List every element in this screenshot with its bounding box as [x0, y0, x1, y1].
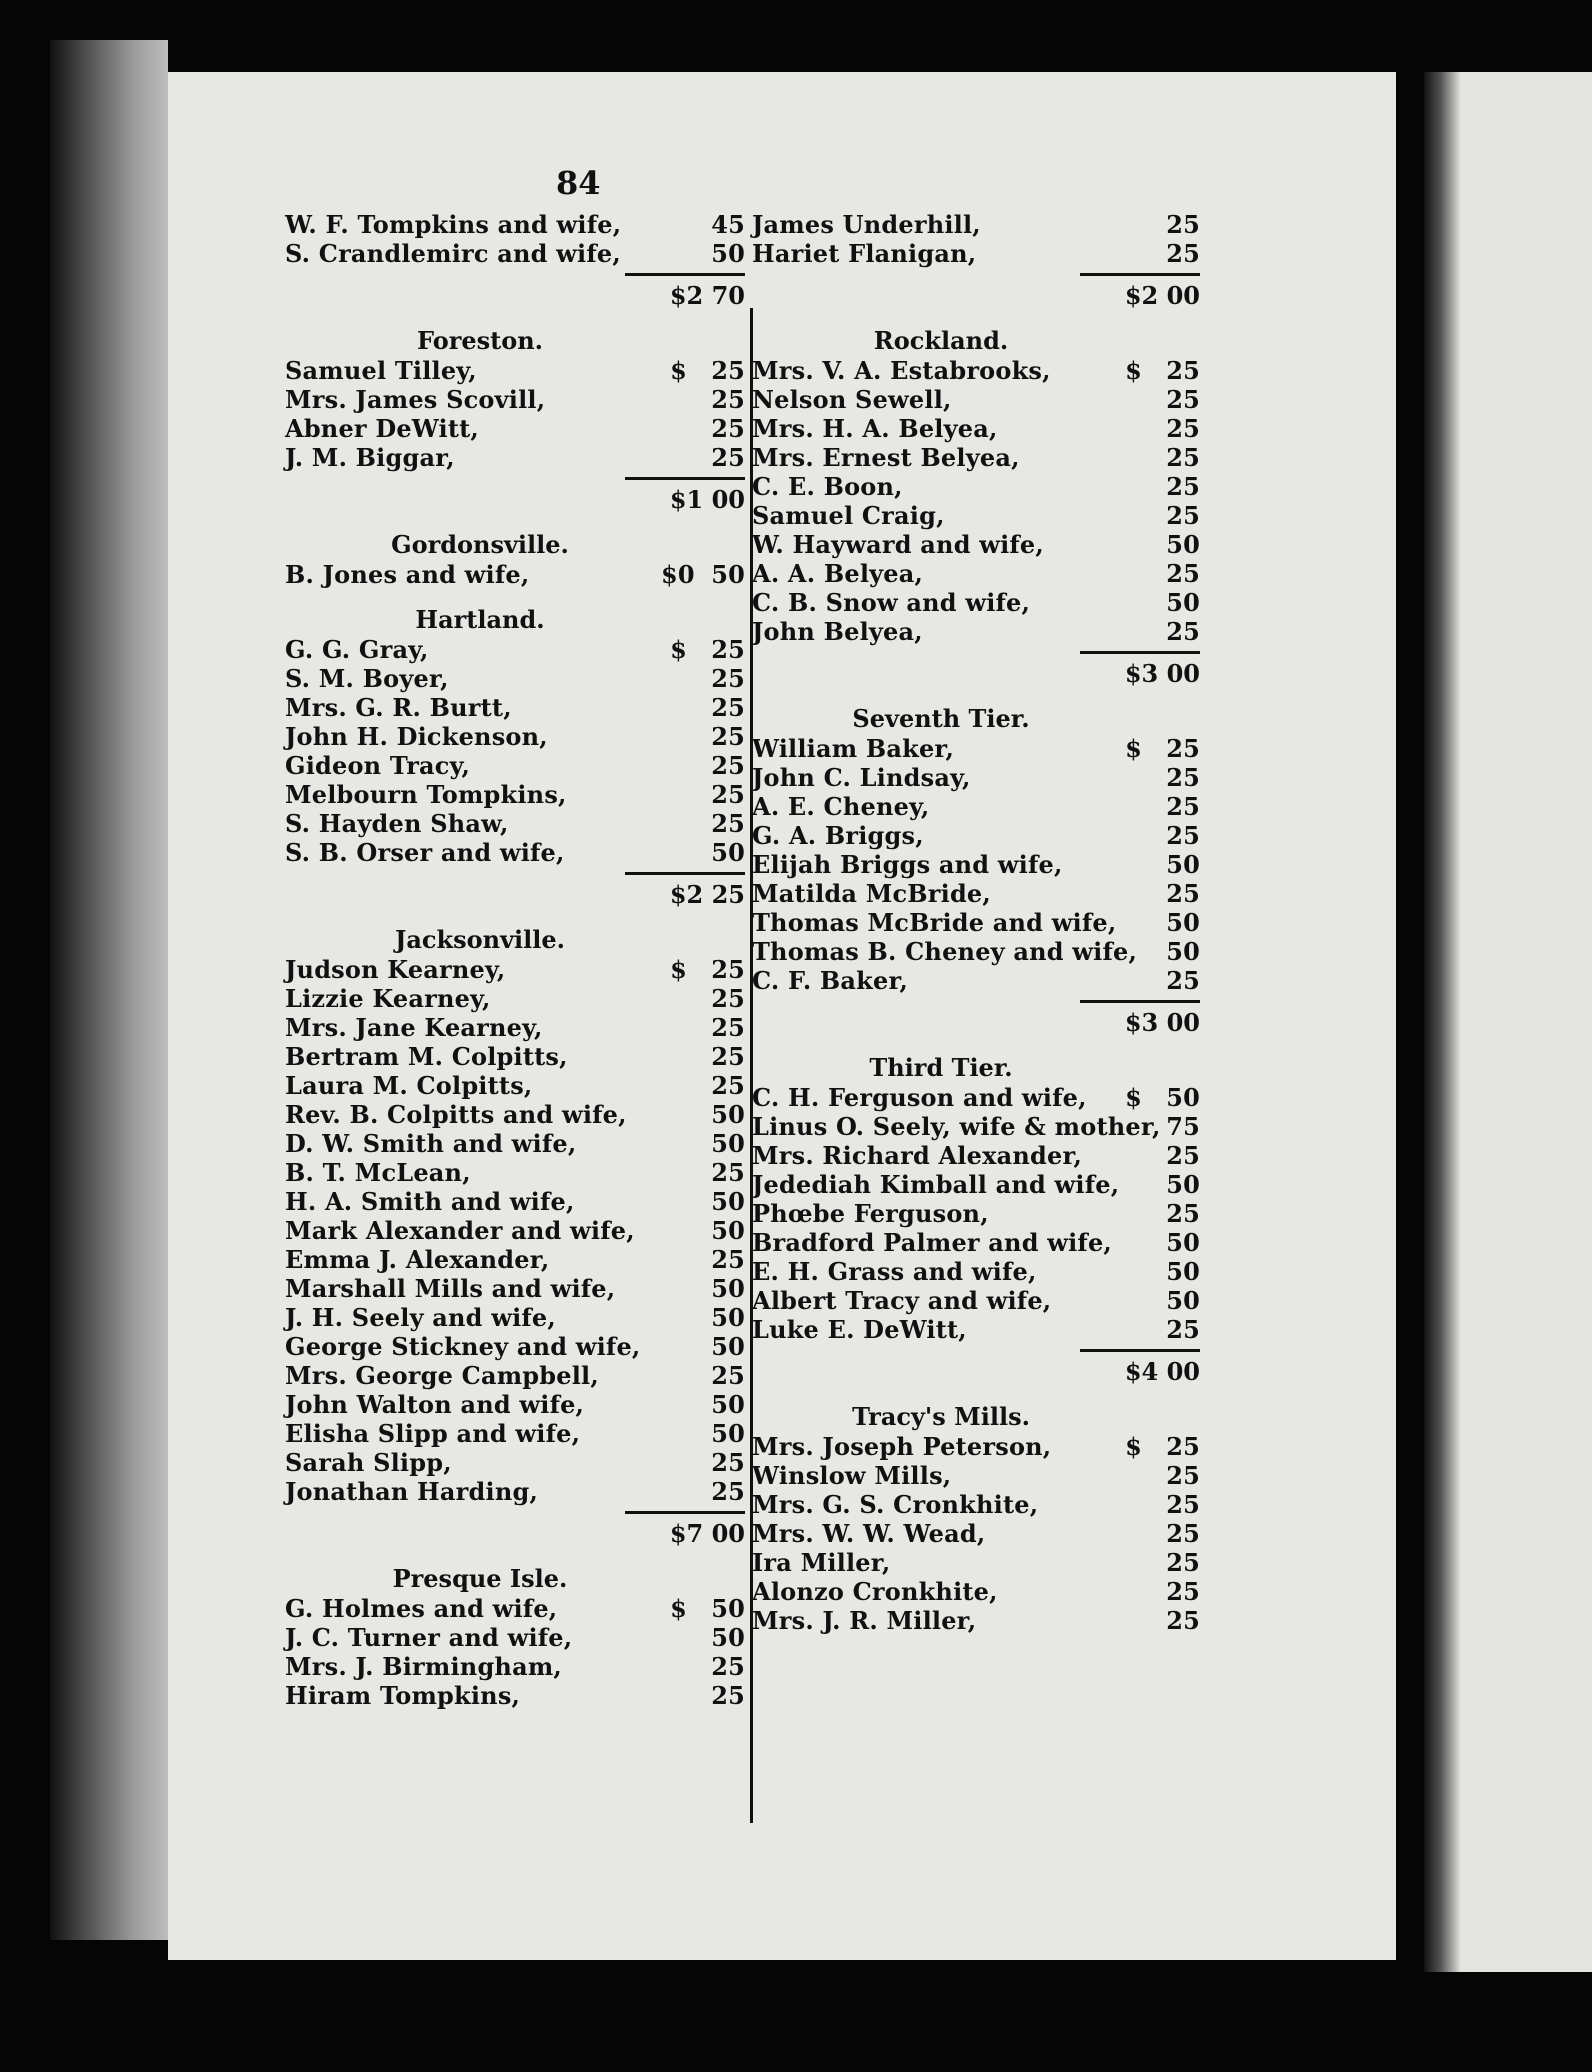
subscriber-row [285, 560, 745, 589]
subscription-amount: 50 [711, 1419, 745, 1448]
subscriber-row [752, 879, 1200, 908]
subscriber-name: G. G. Gray, [285, 635, 429, 664]
subscriber-name: Mrs. Ernest Belyea, [752, 443, 1020, 472]
subscription-amount: 25 [1166, 617, 1200, 646]
subscriber-name: Mrs. G. S. Cronkhite, [752, 1490, 1039, 1519]
subscriber-row [752, 559, 1200, 588]
subscription-amount: 25 [711, 984, 745, 1013]
section-spacer [285, 514, 745, 530]
subscriber-row [752, 1548, 1200, 1577]
subscriber-name: Albert Tracy and wife, [752, 1286, 1052, 1315]
subscription-amount: 25 [711, 1158, 745, 1187]
subscription-amount: 25 [711, 443, 745, 472]
subscriber-name: A. E. Cheney, [752, 792, 930, 821]
subscriber-row [752, 850, 1200, 879]
subscriber-name: J. H. Seely and wife, [285, 1303, 556, 1332]
section-heading: Third Tier. [869, 1053, 1013, 1082]
subscriber-row [285, 210, 745, 239]
subscriber-row [285, 1187, 745, 1216]
subscriber-row [285, 414, 745, 443]
subscriber-name: B. T. McLean, [285, 1158, 471, 1187]
subscription-amount: 25 [711, 635, 745, 664]
subscriber-name: C. H. Ferguson and wife, [752, 1083, 1087, 1112]
subscription-amount: 25 [1166, 414, 1200, 443]
subscriber-row [285, 838, 745, 867]
subscriber-name: Alonzo Cronkhite, [752, 1577, 998, 1606]
section-total-amount: $3 00 [1080, 651, 1200, 688]
subscriber-row [285, 1303, 745, 1332]
subscription-amount: 25 [1166, 879, 1200, 908]
subscriber-name: Hariet Flanigan, [752, 239, 977, 268]
subscription-amount: 25 [711, 751, 745, 780]
subscriber-name: John Belyea, [752, 617, 923, 646]
subscriber-name: Matilda McBride, [752, 879, 991, 908]
subscription-amount: 75 [1166, 1112, 1200, 1141]
subscription-amount: 25 [1166, 763, 1200, 792]
section-heading: Gordonsville. [391, 530, 569, 559]
section-heading: Hartland. [415, 605, 545, 634]
subscriber-name: Mrs. Richard Alexander, [752, 1141, 1083, 1170]
subscriber-name: Mrs. G. R. Burtt, [285, 693, 512, 722]
dollar-mark: $0 [661, 560, 695, 589]
subscriber-name: Lizzie Kearney, [285, 984, 491, 1013]
subscription-amount: 25 [711, 1681, 745, 1710]
subscriber-name: Phœbe Ferguson, [752, 1199, 989, 1228]
subscription-amount: 25 [711, 1477, 745, 1506]
subscriber-row [752, 908, 1200, 937]
page-number: 84 [556, 164, 601, 202]
subscriber-name: C. F. Baker, [752, 966, 909, 995]
subscriber-row [285, 1594, 745, 1623]
subscriber-name: Mrs. James Scovill, [285, 385, 546, 414]
section-total [752, 268, 1200, 310]
subscriber-name: G. Holmes and wife, [285, 1594, 558, 1623]
dollar-mark: $ [1125, 734, 1142, 763]
subscriber-name: Thomas B. Cheney and wife, [752, 937, 1138, 966]
subscriber-row [285, 664, 745, 693]
subscriber-name: W. Hayward and wife, [752, 530, 1044, 559]
subscriber-name: Samuel Craig, [752, 501, 945, 530]
section-spacer [752, 688, 1200, 704]
subscriber-row [752, 472, 1200, 501]
subscription-amount: 50 [711, 1623, 745, 1652]
subscriber-name: Thomas McBride and wife, [752, 908, 1117, 937]
subscriber-row [285, 780, 745, 809]
section-heading: Seventh Tier. [852, 704, 1030, 733]
subscription-amount: 25 [1166, 501, 1200, 530]
subscriber-name: S. Hayden Shaw, [285, 809, 509, 838]
subscriber-name: H. A. Smith and wife, [285, 1187, 575, 1216]
subscription-amount: 25 [1166, 1490, 1200, 1519]
section-total-amount: $4 00 [1080, 1349, 1200, 1386]
subscriber-name: Judson Kearney, [285, 955, 506, 984]
subscriber-name: Hiram Tompkins, [285, 1681, 521, 1710]
subscriber-row [285, 1652, 745, 1681]
subscription-amount: 50 [711, 1303, 745, 1332]
subscription-amount: 50 [711, 1390, 745, 1419]
subscriber-name: Samuel Tilley, [285, 356, 477, 385]
subscription-amount: 50 [711, 1332, 745, 1361]
subscriber-row [752, 1490, 1200, 1519]
subscriber-row [752, 1286, 1200, 1315]
subscription-amount: 25 [1166, 559, 1200, 588]
subscriber-row [752, 1606, 1200, 1635]
subscription-amount: 50 [711, 560, 745, 589]
subscriber-row [752, 1228, 1200, 1257]
subscriber-row [285, 1100, 745, 1129]
subscription-amount: 50 [711, 1274, 745, 1303]
subscriber-row [285, 1419, 745, 1448]
section-spacer [752, 1386, 1200, 1402]
subscriber-row [752, 1461, 1200, 1490]
subscriber-name: George Stickney and wife, [285, 1332, 641, 1361]
subscriber-name: Mrs. V. A. Estabrooks, [752, 356, 1051, 385]
subscriber-row [752, 1112, 1200, 1141]
subscriber-name: W. F. Tompkins and wife, [285, 210, 622, 239]
subscription-amount: 50 [1166, 1257, 1200, 1286]
left-column [285, 210, 745, 1710]
subscriber-name: Jedediah Kimball and wife, [752, 1170, 1120, 1199]
section-heading: Rockland. [873, 326, 1009, 355]
subscriber-name: John H. Dickenson, [285, 722, 548, 751]
subscription-amount: 25 [711, 1042, 745, 1071]
subscriber-name: G. A. Briggs, [752, 821, 924, 850]
subscriber-row [752, 356, 1200, 385]
subscriber-name: Sarah Slipp, [285, 1448, 452, 1477]
subscription-amount: 25 [711, 1652, 745, 1681]
subscriber-name: S. Crandlemirc and wife, [285, 239, 621, 268]
dollar-mark: $ [670, 356, 687, 385]
subscription-amount: 25 [1166, 239, 1200, 268]
subscriber-row [285, 693, 745, 722]
section-spacer [285, 909, 745, 925]
subscriber-row [285, 443, 745, 472]
subscription-amount: 25 [711, 1245, 745, 1274]
subscription-amount: 25 [711, 1448, 745, 1477]
subscriber-name: Abner DeWitt, [285, 414, 479, 443]
subscriber-name: Emma J. Alexander, [285, 1245, 550, 1274]
section-total [752, 995, 1200, 1037]
subscriber-name: J. C. Turner and wife, [285, 1623, 573, 1652]
subscriber-row [752, 1257, 1200, 1286]
subscriber-name: John C. Lindsay, [752, 763, 971, 792]
subscription-amount: 25 [711, 1013, 745, 1042]
subscription-amount: 50 [711, 1216, 745, 1245]
subscriber-row [285, 1042, 745, 1071]
subscription-amount: 25 [711, 1361, 745, 1390]
section-total [285, 1506, 745, 1548]
section-heading: Jacksonville. [394, 925, 566, 954]
section-total-amount: $1 00 [625, 477, 745, 514]
subscription-amount: 50 [1166, 850, 1200, 879]
subscriber-row [752, 1199, 1200, 1228]
dollar-mark: $ [670, 955, 687, 984]
section-heading: Tracy's Mills. [852, 1402, 1030, 1431]
subscription-amount: 50 [711, 1129, 745, 1158]
subscriber-row [285, 1129, 745, 1158]
subscriber-row [752, 734, 1200, 763]
section-heading: Presque Isle. [392, 1564, 568, 1593]
dollar-mark: $ [1125, 356, 1142, 385]
subscriber-name: E. H. Grass and wife, [752, 1257, 1037, 1286]
subscriber-name: Gideon Tracy, [285, 751, 471, 780]
subscriber-row [752, 443, 1200, 472]
subscriber-row [285, 1448, 745, 1477]
book-spine-edge [50, 40, 168, 1940]
subscriber-row [285, 1245, 745, 1274]
subscription-amount: 50 [1166, 530, 1200, 559]
dollar-mark: $ [1125, 1432, 1142, 1461]
subscriber-row [752, 501, 1200, 530]
section-total-amount: $2 70 [625, 273, 745, 310]
subscriber-name: Elijah Briggs and wife, [752, 850, 1063, 879]
subscriber-row [285, 635, 745, 664]
subscription-amount: 45 [711, 210, 745, 239]
subscriber-name: John Walton and wife, [285, 1390, 585, 1419]
subscriber-row [285, 1332, 745, 1361]
subscription-amount: 25 [711, 356, 745, 385]
subscriber-row [285, 809, 745, 838]
subscription-amount: 25 [711, 414, 745, 443]
subscriber-name: Rev. B. Colpitts and wife, [285, 1100, 627, 1129]
subscriber-row [752, 1083, 1200, 1112]
subscription-amount: 50 [1166, 1170, 1200, 1199]
subscriber-name: Laura M. Colpitts, [285, 1071, 533, 1100]
subscription-amount: 50 [711, 239, 745, 268]
section-spacer [285, 589, 745, 605]
subscriber-name: Melbourn Tompkins, [285, 780, 567, 809]
dollar-mark: $ [1125, 1083, 1142, 1112]
subscriber-name: C. E. Boon, [752, 472, 903, 501]
subscriber-name: Linus O. Seely, wife & mother, [752, 1112, 1161, 1141]
subscriber-row [285, 1216, 745, 1245]
subscription-amount: 50 [1166, 1083, 1200, 1112]
subscription-amount: 50 [1166, 1286, 1200, 1315]
subscriber-name: Marshall Mills and wife, [285, 1274, 616, 1303]
section-total-amount: $2 25 [625, 872, 745, 909]
subscriber-row [752, 210, 1200, 239]
subscription-amount: 25 [1166, 821, 1200, 850]
subscription-amount: 25 [711, 1071, 745, 1100]
subscription-amount: 25 [1166, 472, 1200, 501]
subscriber-row [285, 385, 745, 414]
subscriber-row [752, 1315, 1200, 1344]
subscriber-row [285, 1623, 745, 1652]
section-total [285, 867, 745, 909]
subscriber-name: Elisha Slipp and wife, [285, 1419, 581, 1448]
subscription-amount: 25 [1166, 1606, 1200, 1635]
subscriber-name: James Underhill, [752, 210, 981, 239]
subscription-amount: 25 [1166, 966, 1200, 995]
section-total [752, 1344, 1200, 1386]
subscription-amount: 50 [711, 1187, 745, 1216]
facing-page-edge [1424, 72, 1592, 1972]
subscriber-name: C. B. Snow and wife, [752, 588, 1031, 617]
subscription-amount: 50 [1166, 588, 1200, 617]
subscription-amount: 25 [1166, 1199, 1200, 1228]
subscriber-row [285, 239, 745, 268]
subscriber-row [752, 1170, 1200, 1199]
subscription-amount: 50 [711, 1100, 745, 1129]
section-total [285, 472, 745, 514]
subscriber-row [285, 1274, 745, 1303]
subscriber-row [752, 385, 1200, 414]
subscription-amount: 25 [1166, 1315, 1200, 1344]
section-total-amount: $7 00 [625, 1511, 745, 1548]
dollar-mark: $ [670, 1594, 687, 1623]
subscription-amount: 25 [1166, 734, 1200, 763]
subscriber-name: Mrs. Joseph Peterson, [752, 1432, 1052, 1461]
subscriber-row [752, 1519, 1200, 1548]
section-spacer [285, 310, 745, 326]
subscription-amount: 50 [1166, 908, 1200, 937]
subscriber-row [285, 1071, 745, 1100]
subscriber-name: Mrs. H. A. Belyea, [752, 414, 998, 443]
subscriber-name: Ira Miller, [752, 1548, 891, 1577]
section-total-amount: $2 00 [1080, 273, 1200, 310]
subscriber-name: Mrs. Jane Kearney, [285, 1013, 543, 1042]
subscription-amount: 50 [1166, 937, 1200, 966]
subscription-amount: 25 [1166, 1519, 1200, 1548]
subscriber-row [285, 1013, 745, 1042]
subscriber-row [752, 414, 1200, 443]
subscription-amount: 25 [1166, 1141, 1200, 1170]
subscription-amount: 25 [1166, 1432, 1200, 1461]
subscription-amount: 25 [1166, 1461, 1200, 1490]
subscriber-row [752, 1432, 1200, 1461]
subscriber-row [752, 588, 1200, 617]
subscription-amount: 25 [1166, 210, 1200, 239]
subscriber-row [752, 1577, 1200, 1606]
subscription-amount: 50 [711, 838, 745, 867]
right-column [752, 210, 1200, 1635]
subscription-amount: 50 [1166, 1228, 1200, 1257]
subscriber-row [285, 1158, 745, 1187]
subscriber-row [285, 356, 745, 385]
subscription-amount: 50 [711, 1594, 745, 1623]
subscriber-row [752, 821, 1200, 850]
subscriber-name: Mark Alexander and wife, [285, 1216, 635, 1245]
subscriber-row [752, 937, 1200, 966]
subscriber-name: B. Jones and wife, [285, 560, 530, 589]
subscriber-name: S. M. Boyer, [285, 664, 449, 693]
subscriber-name: Bradford Palmer and wife, [752, 1228, 1112, 1257]
subscriber-name: Mrs. J. Birmingham, [285, 1652, 562, 1681]
subscriber-name: Bertram M. Colpitts, [285, 1042, 568, 1071]
subscriber-name: William Baker, [752, 734, 955, 763]
subscription-amount: 25 [711, 693, 745, 722]
section-total-amount: $3 00 [1080, 1000, 1200, 1037]
subscriber-row [752, 763, 1200, 792]
section-heading: Foreston. [416, 326, 544, 355]
subscription-amount: 25 [711, 809, 745, 838]
subscriber-name: D. W. Smith and wife, [285, 1129, 577, 1158]
subscriber-row [752, 530, 1200, 559]
subscription-amount: 25 [1166, 792, 1200, 821]
subscription-amount: 25 [1166, 1548, 1200, 1577]
subscriber-row [285, 1361, 745, 1390]
subscription-amount: 25 [711, 385, 745, 414]
subscriber-row [285, 751, 745, 780]
dollar-mark: $ [670, 635, 687, 664]
subscriber-name: Mrs. George Campbell, [285, 1361, 599, 1390]
subscriber-name: Nelson Sewell, [752, 385, 952, 414]
subscription-amount: 25 [711, 780, 745, 809]
subscriber-name: Mrs. W. W. Wead, [752, 1519, 986, 1548]
subscriber-name: Winslow Mills, [752, 1461, 952, 1490]
section-spacer [752, 310, 1200, 326]
subscriber-row [752, 1141, 1200, 1170]
subscriber-row [752, 966, 1200, 995]
subscriber-row [285, 955, 745, 984]
subscription-amount: 25 [1166, 356, 1200, 385]
subscriber-row [752, 617, 1200, 646]
section-spacer [285, 1548, 745, 1564]
subscriber-name: Jonathan Harding, [285, 1477, 539, 1506]
subscription-amount: 25 [1166, 385, 1200, 414]
subscriber-name: S. B. Orser and wife, [285, 838, 565, 867]
subscription-amount: 25 [711, 955, 745, 984]
subscriber-row [285, 984, 745, 1013]
subscriber-row [285, 1681, 745, 1710]
subscription-amount: 25 [711, 664, 745, 693]
subscription-amount: 25 [1166, 1577, 1200, 1606]
subscriber-name: A. A. Belyea, [752, 559, 924, 588]
subscription-amount: 25 [1166, 443, 1200, 472]
section-total [285, 268, 745, 310]
subscription-amount: 25 [711, 722, 745, 751]
subscriber-name: J. M. Biggar, [285, 443, 455, 472]
subscriber-row [752, 239, 1200, 268]
subscriber-row [285, 1390, 745, 1419]
subscriber-row [285, 722, 745, 751]
subscriber-name: Luke E. DeWitt, [752, 1315, 967, 1344]
section-total [752, 646, 1200, 688]
subscriber-row [752, 792, 1200, 821]
section-spacer [752, 1037, 1200, 1053]
subscriber-row [285, 1477, 745, 1506]
subscriber-name: Mrs. J. R. Miller, [752, 1606, 977, 1635]
